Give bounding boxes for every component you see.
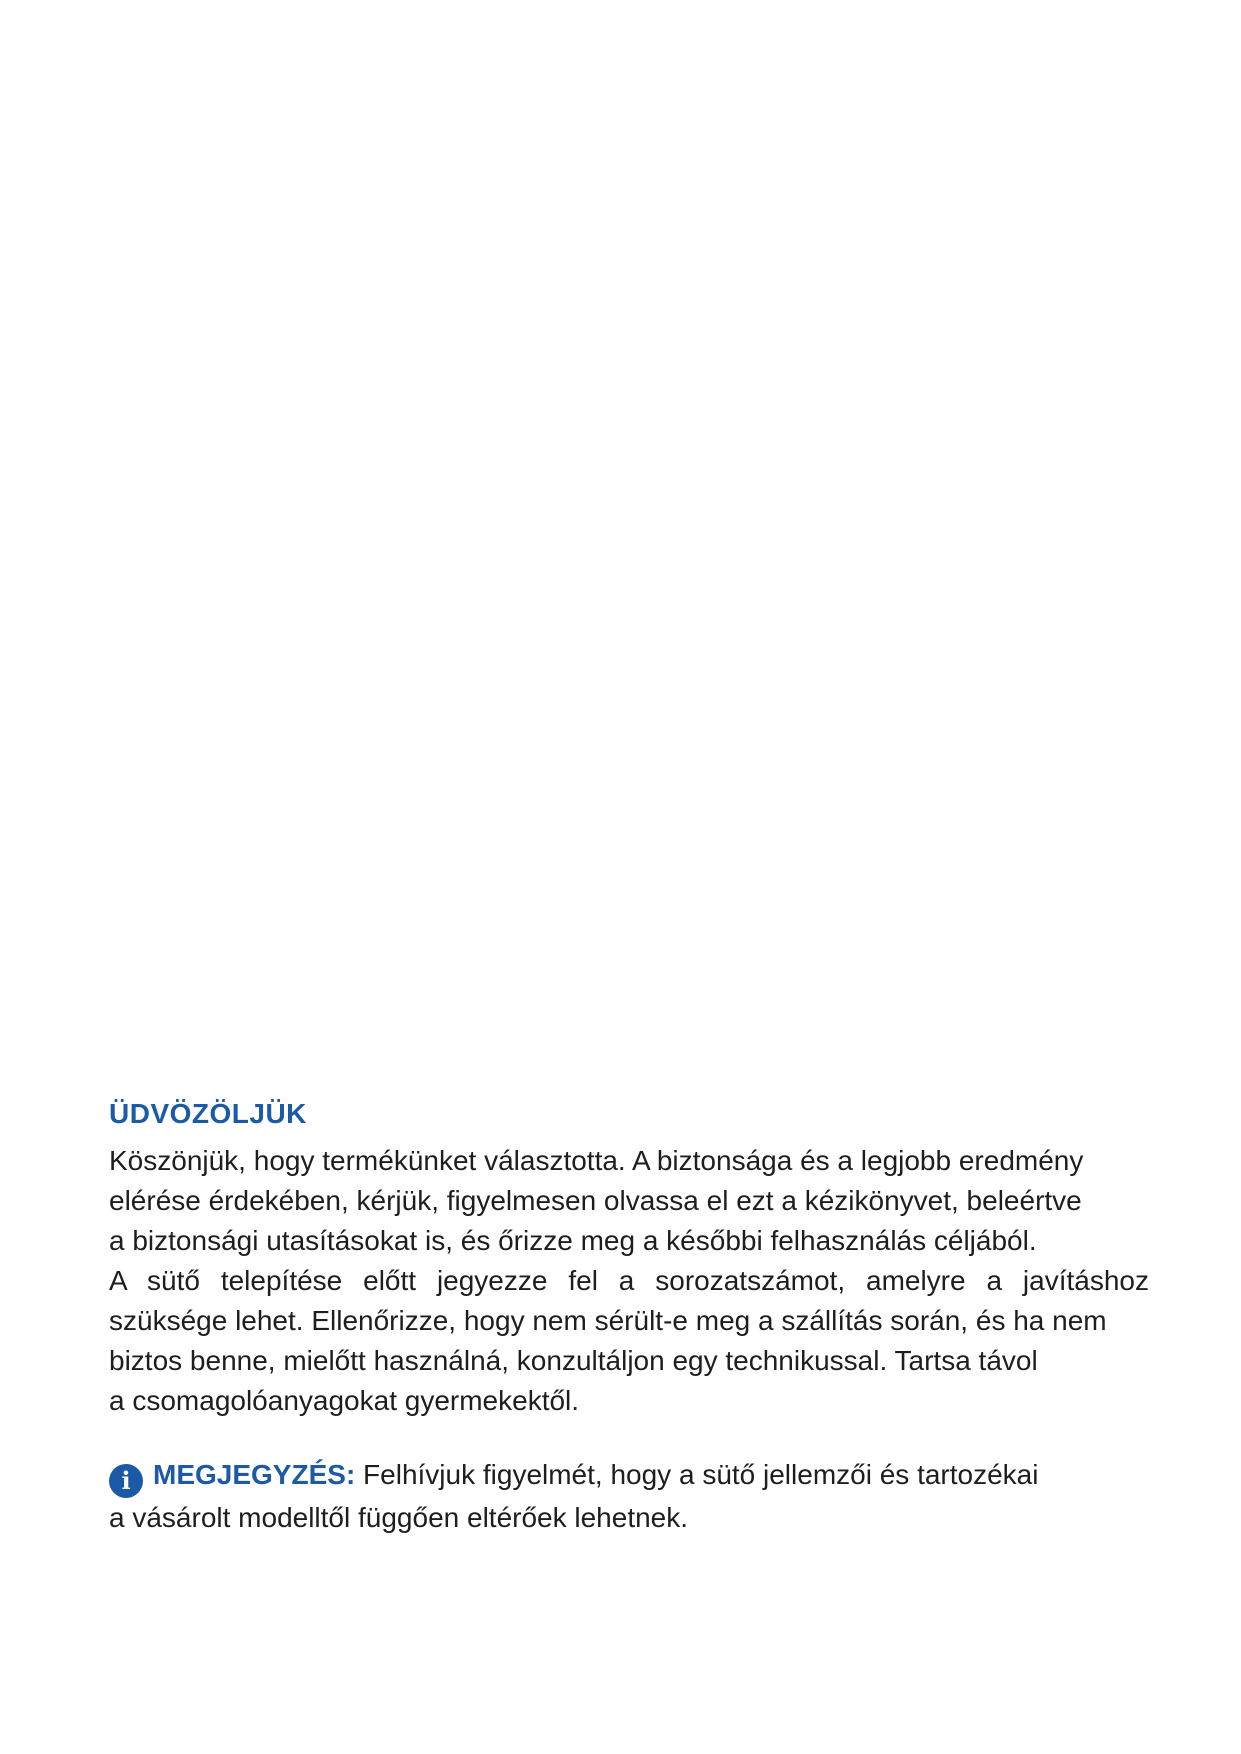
welcome-text-line: biztos benne, mielőtt használná, konzultáljon egy technikussal. Tartsa távol xyxy=(109,1345,1038,1376)
welcome-title: ÜDVÖZÖLJÜK xyxy=(109,1098,307,1129)
welcome-text-line: szüksége lehet. Ellenőrizze, hogy nem sérült-e meg a szállítás során, és ha nem xyxy=(109,1305,1107,1336)
welcome-text-line: a biztonsági utasításokat is, és őrizze meg a későbbi felhasználás céljából. xyxy=(109,1225,1037,1256)
note-line-1 xyxy=(109,1455,1149,1498)
welcome-text-line: A sütő telepítése előtt jegyezze fel a sorozatszámot, amelyre a javításhoz xyxy=(109,1265,1149,1296)
welcome-text-line: a csomagolóanyagokat gyermekektől. xyxy=(109,1385,580,1416)
info-icon: i xyxy=(109,1464,143,1498)
note-text: Felhívjuk figyelmét, hogy a sütő jellemzői és tartozékai xyxy=(355,1459,1039,1490)
welcome-text-line: elérése érdekében, kérjük, figyelmesen olvassa el ezt a kézikönyvet, beleértve xyxy=(109,1185,1082,1216)
note-label: MEGJEGYZÉS: xyxy=(153,1459,356,1490)
note-section xyxy=(109,1455,1149,1538)
welcome-text-line: Köszönjük, hogy termékünket választotta. A biztonsága és a legjobb eredmény xyxy=(109,1145,1084,1176)
note-line-2: a vásárolt modelltől függően eltérőek lehetnek. xyxy=(109,1502,689,1533)
welcome-section xyxy=(109,1097,1149,1421)
